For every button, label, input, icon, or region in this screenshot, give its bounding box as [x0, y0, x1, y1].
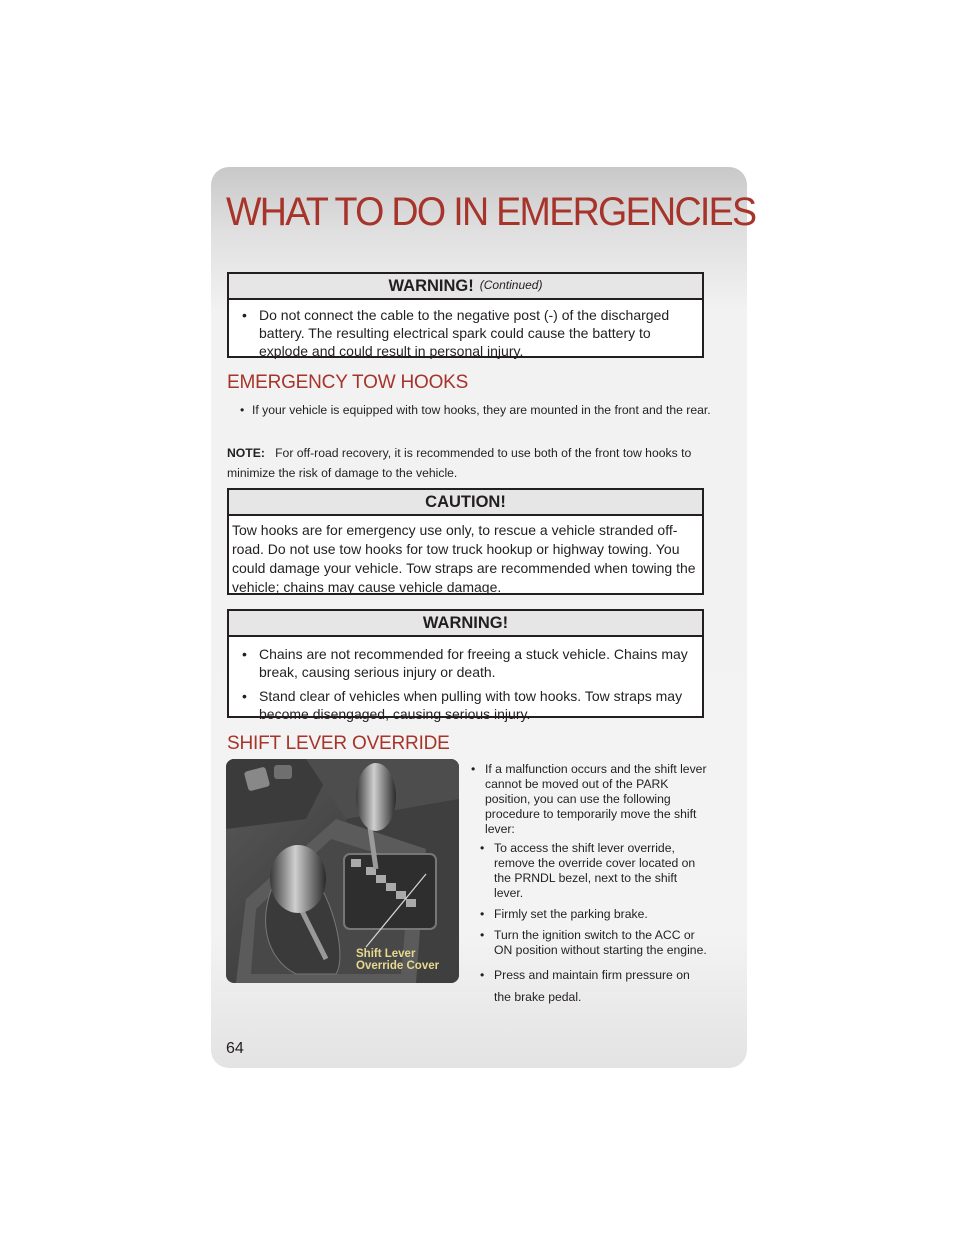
warning-continued-header: [229, 274, 702, 300]
tow-hooks-heading: EMERGENCY TOW HOOKS: [227, 372, 469, 393]
procedure-step: • Press and maintain firm pressure on the brake pedal.: [477, 964, 708, 1008]
warning-header: WARNING!: [229, 611, 702, 637]
caution-header: CAUTION!: [229, 490, 702, 516]
warning-continued-body: [229, 300, 702, 360]
note-text: For off-road recovery, it is recommended to use both of the front tow hooks to minimize the risk of damage to the vehicle.: [227, 446, 692, 480]
procedure-steps: [477, 841, 708, 1008]
procedure-intro: • If a malfunction occurs and the shift lever cannot be moved out of the PARK position, you can use the following procedure to temporarily move the shift lever:: [468, 762, 708, 837]
shift-lever-figure: [226, 759, 459, 983]
figure-label-line1: Shift Lever: [356, 948, 416, 960]
warning-body: [229, 637, 702, 723]
tow-hooks-bullet: • If your vehicle is equipped with tow hooks, they are mounted in the front and the rear.: [240, 402, 712, 418]
shift-lever-procedure: [468, 762, 708, 1014]
shift-lever-illustration: [226, 759, 459, 983]
procedure-step: • To access the shift lever override, remove the override cover located on the PRNDL bezel, next to the shift lever.: [477, 841, 708, 901]
continued-label: (Continued): [479, 278, 543, 292]
warning-continued-bullet: • Do not connect the cable to the negative post (-) of the discharged battery. The resulting electrical spark could cause the battery to explode and could result in personal injury.: [239, 306, 692, 360]
procedure-step: • Firmly set the parking brake.: [477, 907, 708, 922]
page-number: 64: [226, 1040, 244, 1057]
figure-label-line2: Override Cover: [356, 960, 440, 972]
tow-hooks-note: [227, 443, 705, 483]
warning-bullet: • Stand clear of vehicles when pulling with tow hooks. Tow straps may become disengaged, causing serious injury.: [239, 687, 692, 723]
warning-continued-box: [227, 272, 704, 358]
note-label: NOTE:: [227, 446, 265, 460]
procedure-step: • Turn the ignition switch to the ACC or ON position without starting the engine.: [477, 928, 708, 958]
warning-bullet: • Chains are not recommended for freeing a stuck vehicle. Chains may break, causing serious injury or death.: [239, 645, 692, 681]
page-title: WHAT TO DO IN EMERGENCIES: [226, 190, 756, 234]
caution-text: Tow hooks are for emergency use only, to rescue a vehicle stranded off-road. Do not use tow hooks for tow truck hookup or highway towing. You could damage your vehicle. Tow straps are recommended when towing the vehicle; chains may cause vehicle damage.: [232, 522, 696, 595]
caution-box: [227, 488, 704, 595]
shift-lever-heading: SHIFT LEVER OVERRIDE: [227, 733, 450, 754]
warning-box: [227, 609, 704, 722]
warning-continued-heading: WARNING!: [388, 277, 474, 295]
